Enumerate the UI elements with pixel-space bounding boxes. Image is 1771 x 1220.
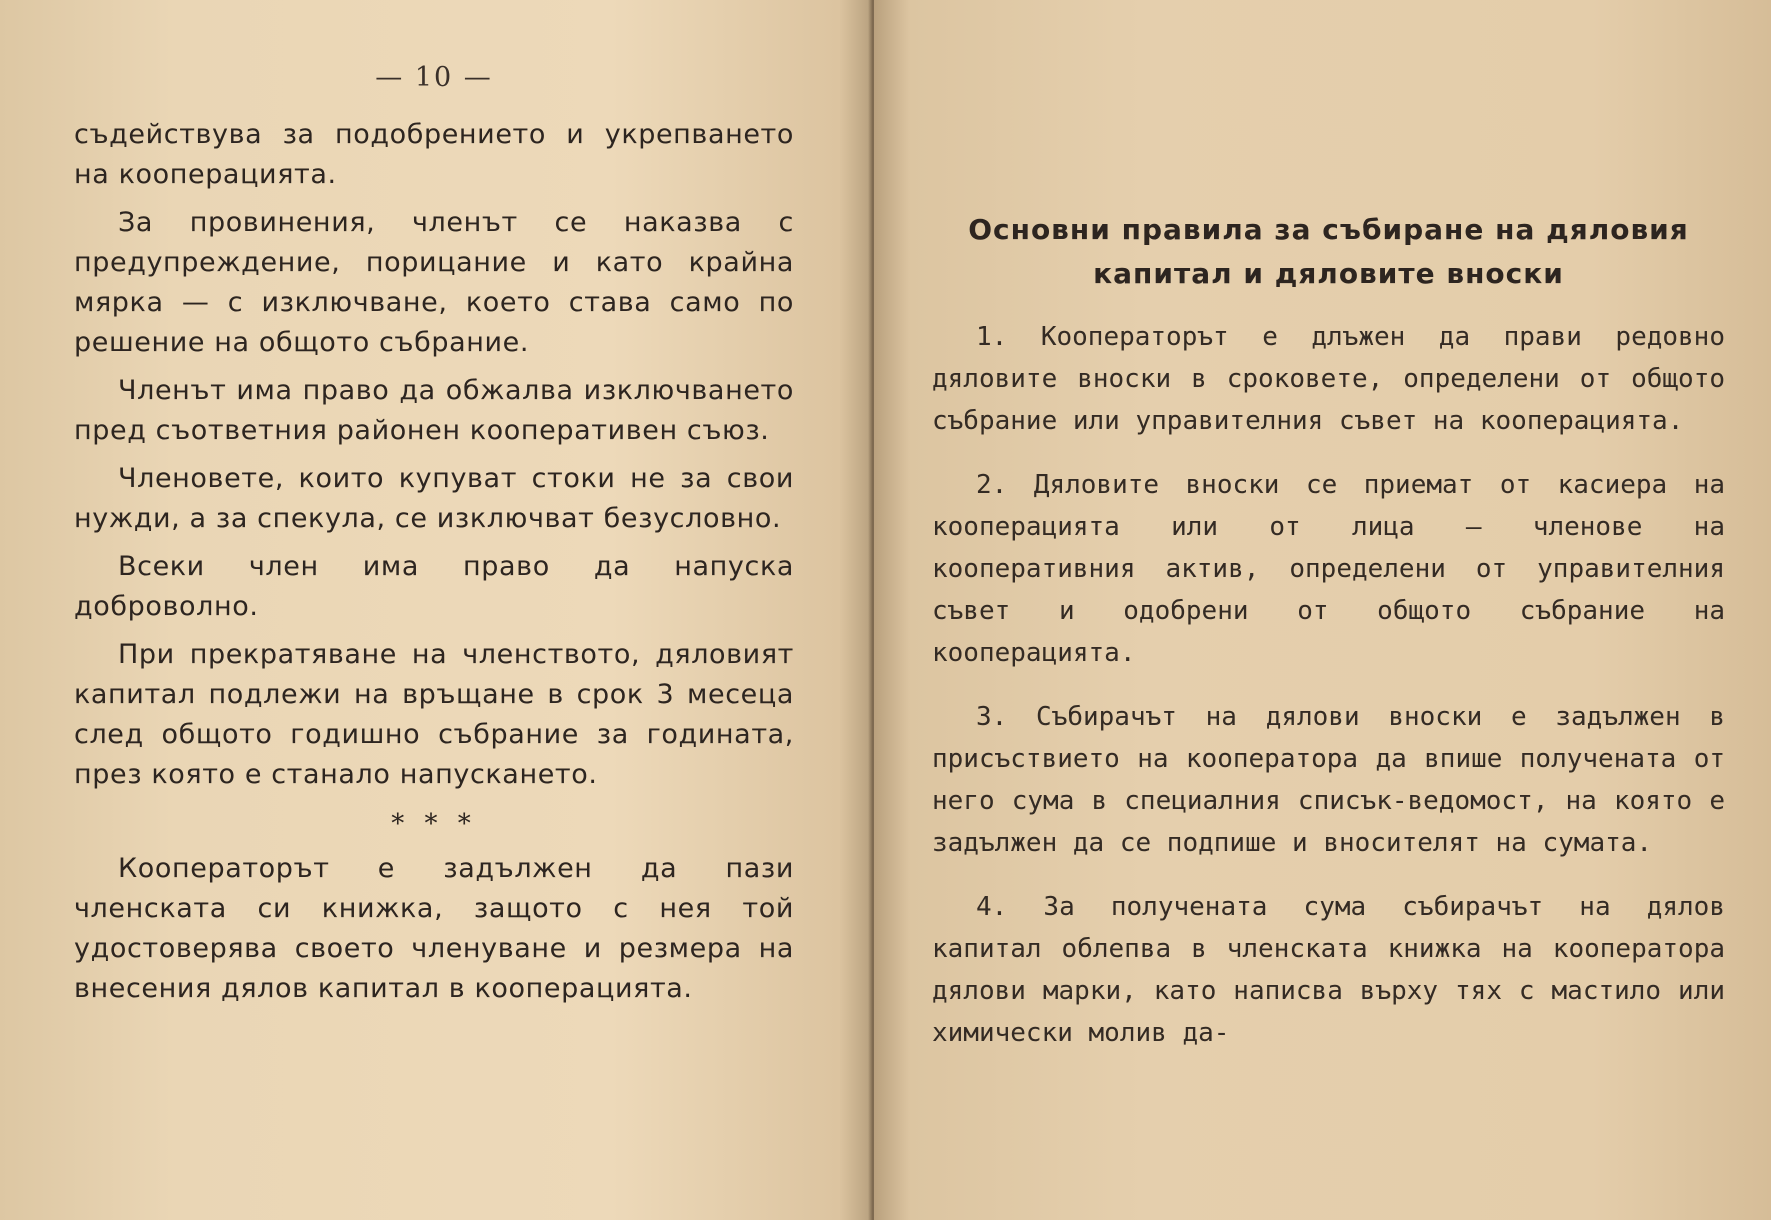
paragraph-penalties: За провинения, членът се наказва с предупреждение, порицание и като крайна мярка — с изключване, което става само по решение на общото събрание. [74, 207, 794, 358]
page-number: — 10 — [375, 62, 493, 93]
paragraph-voluntary-leave: Всеки член има право да напуска доброволно. [74, 551, 794, 622]
asterism-separator: * * * [391, 809, 477, 839]
rule-4: 4. За получената сума събирачът на дялов капитал облепва в членската книжка на кооператора дялови марки, като написва върху тях с мастило или химически молив да- [932, 892, 1725, 1048]
rule-2: 2. Дяловите вноски се приемат от касиера на кооперацията или от лица — членове на кооперативния актив, определени от управителния съвет и одобрени от общото събрание на кооперацията. [932, 470, 1725, 668]
paragraph-continuation: съдействува за подобрението и укрепването на кооперацията. [74, 119, 794, 190]
paragraph-speculation: Членовете, които купуват стоки не за свои нужди, а за спекула, се изключват безусловно. [74, 463, 794, 534]
right-page [874, 0, 1771, 1220]
paragraph-appeal: Членът има право да обжалва изключването пред съответния районен кооперативен съюз. [74, 375, 794, 446]
left-page [0, 0, 874, 1220]
paragraph-membership-book: Кооператорът е задължен да пази членската си книжка, защото с нея той удостоверява своето членуване и резмера на внесения дялов капитал в кооперацията. [74, 853, 794, 1004]
paragraph-capital-return: При прекратяване на членството, дяловият капитал подлежи на връщане в срок 3 месеца след общото годишно събрание за годината, през която е станало напускането. [74, 639, 794, 790]
section-title: Основни правила за събиране на дяловия капитал и дяловите вноски [968, 213, 1689, 290]
rule-3: 3. Събирачът на дялови вноски е задължен в присъствието на кооператора да впише получената от него сума в специалния списък-ведомост, на която е задължен да се подпише и вносителят на сумата. [932, 702, 1725, 858]
rule-1: 1. Кооператорът е длъжен да прави редовно дяловите вноски в сроковете, определени от общото събрание или управителния съвет на кооперацията. [932, 322, 1725, 436]
